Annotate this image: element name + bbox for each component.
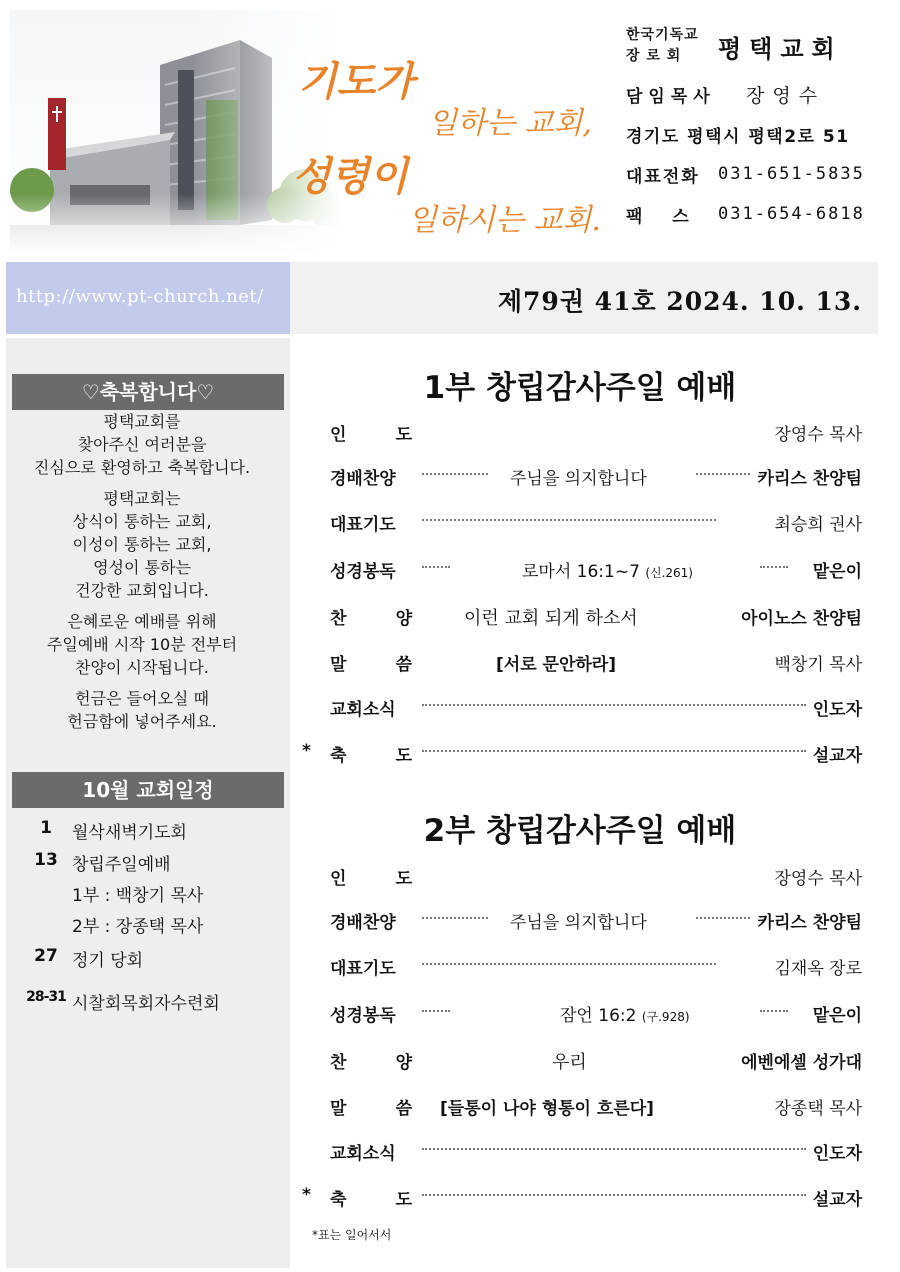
dot-leader xyxy=(422,917,488,919)
service-1-row-scripture xyxy=(300,557,862,587)
schedule-heading: 10월 교회일정 xyxy=(12,772,284,808)
order-label: 인 도 xyxy=(330,425,412,445)
church-website-link[interactable]: http://www.pt-church.net/ xyxy=(16,286,264,307)
scripture-ref: 로마서 16:1~7 xyxy=(522,562,640,582)
sermon-title: [들통이 나야 형통이 흐른다] xyxy=(440,1099,654,1119)
stand-marker: * xyxy=(302,1185,311,1205)
order-content xyxy=(522,557,693,582)
order-label: 경배찬양 xyxy=(330,913,396,933)
order-person: 아이노스 찬양팀 xyxy=(741,609,862,629)
service-1-title: 1부 창립감사주일 예배 xyxy=(423,370,737,406)
slogan-line-4: 일하시는 교회. xyxy=(408,203,601,238)
scripture-page: (신.261) xyxy=(645,566,693,580)
service-2-row-sermon xyxy=(300,1094,862,1124)
phone-label: 대표전화 xyxy=(626,166,700,187)
order-person: 장영수 목사 xyxy=(774,869,862,889)
order-label: 축 도 xyxy=(330,1190,412,1210)
scripture-ref: 잠언 16:2 xyxy=(560,1006,637,1026)
order-content xyxy=(560,1001,690,1026)
order-person: 장종택 목사 xyxy=(774,1099,862,1119)
welcome-message xyxy=(0,410,284,741)
service-2-title: 2부 창립감사주일 예배 xyxy=(423,813,737,849)
fax-label: 팩 스 xyxy=(626,206,695,227)
schedule-day: 1 xyxy=(40,818,52,838)
address: 경기도 평택시 평택2로 51 xyxy=(626,126,850,147)
schedule-text: 2부 : 장종택 목사 xyxy=(72,917,204,937)
schedule-text: 월삭새벽기도회 xyxy=(72,823,187,843)
welcome-paragraph: 은혜로운 예배를 위해 주일예배 시작 10분 전부터 찬양이 시작됩니다. xyxy=(46,612,238,677)
dot-leader xyxy=(422,566,450,568)
order-label: 찬 양 xyxy=(330,1053,412,1073)
slogan-line-1: 기도가 xyxy=(298,58,414,105)
order-person: 카리스 찬양팀 xyxy=(757,913,862,933)
schedule-text: 창립주일예배 xyxy=(72,855,171,875)
schedule-item xyxy=(20,912,203,937)
dot-leader xyxy=(422,1148,806,1150)
welcome-heading: ♡축복합니다♡ xyxy=(12,374,284,410)
order-label: 대표기도 xyxy=(330,959,396,979)
slogan-line-3: 성령이 xyxy=(292,153,408,200)
scripture-page: (구.928) xyxy=(641,1010,690,1024)
order-person: 설교자 xyxy=(812,746,862,766)
schedule-item xyxy=(20,881,203,906)
schedule-text: 1부 : 백창기 목사 xyxy=(72,886,204,906)
dot-leader xyxy=(422,704,806,706)
church-building-illustration xyxy=(10,10,340,255)
service-1-row-lead xyxy=(300,420,862,450)
order-label: 찬 양 xyxy=(330,609,412,629)
stand-marker: * xyxy=(302,741,311,761)
service-1-row-benediction xyxy=(300,741,862,771)
service-2-row-prayer xyxy=(300,954,862,984)
header-banner xyxy=(10,10,610,255)
order-person: 장영수 목사 xyxy=(774,425,862,445)
order-label: 성경봉독 xyxy=(330,562,396,582)
dot-leader xyxy=(696,917,750,919)
dot-leader xyxy=(422,1194,806,1196)
order-person: 인도자 xyxy=(812,700,862,720)
welcome-paragraph: 헌금은 들어오실 때 헌금함에 넣어주세요. xyxy=(67,689,217,731)
service-2-row-praise xyxy=(300,908,862,938)
denomination-line-2: 장 로 회 xyxy=(626,48,682,64)
order-person: 김재옥 장로 xyxy=(774,959,862,979)
order-label: 성경봉독 xyxy=(330,1006,396,1026)
service-1-row-anthem xyxy=(300,604,862,634)
schedule-item xyxy=(20,850,171,875)
pastor-label: 담임목사 xyxy=(626,86,716,107)
dot-leader xyxy=(422,963,716,965)
phone-number: 031-651-5835 xyxy=(718,164,865,184)
service-1-row-news xyxy=(300,695,862,725)
footnote: *표는 일어서서 xyxy=(312,1228,392,1242)
slogan-line-2: 일하는 교회, xyxy=(428,106,592,141)
service-2-row-scripture xyxy=(300,1001,862,1031)
dot-leader xyxy=(422,750,806,752)
order-person: 설교자 xyxy=(812,1190,862,1210)
url-bar xyxy=(6,262,290,334)
order-person: 인도자 xyxy=(812,1144,862,1164)
schedule-day xyxy=(20,881,72,906)
issue-bar xyxy=(290,262,878,334)
order-content: 주님을 의지합니다 xyxy=(510,469,647,489)
order-person: 맡은이 xyxy=(812,562,862,582)
schedule-item xyxy=(20,946,143,971)
dot-leader xyxy=(422,1010,450,1012)
dot-leader xyxy=(696,473,750,475)
order-content: 이런 교회 되게 하소서 xyxy=(464,608,638,629)
dot-leader xyxy=(760,566,788,568)
pastor-row xyxy=(626,74,876,114)
order-label: 교회소식 xyxy=(330,700,396,720)
order-label: 대표기도 xyxy=(330,515,396,535)
issue-number-date: 제79권 41호 2024. 10. 13. xyxy=(497,287,862,316)
order-content: 주님을 의지합니다 xyxy=(510,913,647,933)
order-content: 우리 xyxy=(552,1052,587,1073)
order-person: 맡은이 xyxy=(812,1006,862,1026)
order-label: 말 씀 xyxy=(330,655,412,675)
schedule-text: 정기 당회 xyxy=(72,951,144,971)
sermon-title: [서로 문안하라] xyxy=(496,655,616,675)
order-label: 말 씀 xyxy=(330,1099,412,1119)
order-person: 백창기 목사 xyxy=(774,655,862,675)
church-name-row xyxy=(626,18,876,74)
pastor-name: 장영수 xyxy=(746,84,826,107)
service-1-row-sermon xyxy=(300,650,862,680)
fax-number: 031-654-6818 xyxy=(718,204,865,224)
schedule-item xyxy=(20,818,187,843)
service-2-row-anthem xyxy=(300,1048,862,1078)
church-name: 평택교회 xyxy=(718,34,843,63)
church-info xyxy=(626,18,876,234)
order-label: 축 도 xyxy=(330,746,412,766)
order-person: 에벤에셀 성가대 xyxy=(741,1053,862,1073)
fax-row xyxy=(626,194,876,234)
schedule-day: 28-31 xyxy=(26,989,66,1005)
schedule-day: 13 xyxy=(34,850,58,870)
dot-leader xyxy=(760,1010,788,1012)
service-2-row-news xyxy=(300,1139,862,1169)
schedule-day: 27 xyxy=(34,946,58,966)
dot-leader xyxy=(422,519,716,521)
schedule-day xyxy=(20,912,72,937)
order-label: 교회소식 xyxy=(330,1144,396,1164)
denomination-line-1: 한국기독교 xyxy=(626,27,699,43)
dot-leader xyxy=(422,473,488,475)
welcome-paragraph: 평택교회를 찾아주신 여러분을 진심으로 환영하고 축복합니다. xyxy=(33,412,251,477)
welcome-paragraph: 평택교회는 상식이 통하는 교회, 이성이 통하는 교회, 영성이 통하는 건강한 교회입니다. xyxy=(72,489,212,600)
order-label: 인 도 xyxy=(330,869,412,889)
service-1-row-prayer xyxy=(300,510,862,540)
order-label: 경배찬양 xyxy=(330,469,396,489)
schedule-item xyxy=(20,989,220,1014)
service-2-row-lead xyxy=(300,864,862,894)
service-2-row-benediction xyxy=(300,1185,862,1215)
phone-row xyxy=(626,154,876,194)
order-person: 최승희 권사 xyxy=(774,515,862,535)
schedule-text: 시찰회목회자수련회 xyxy=(72,994,220,1014)
denomination xyxy=(626,25,718,67)
service-1-row-praise xyxy=(300,464,862,494)
order-person: 카리스 찬양팀 xyxy=(757,469,862,489)
